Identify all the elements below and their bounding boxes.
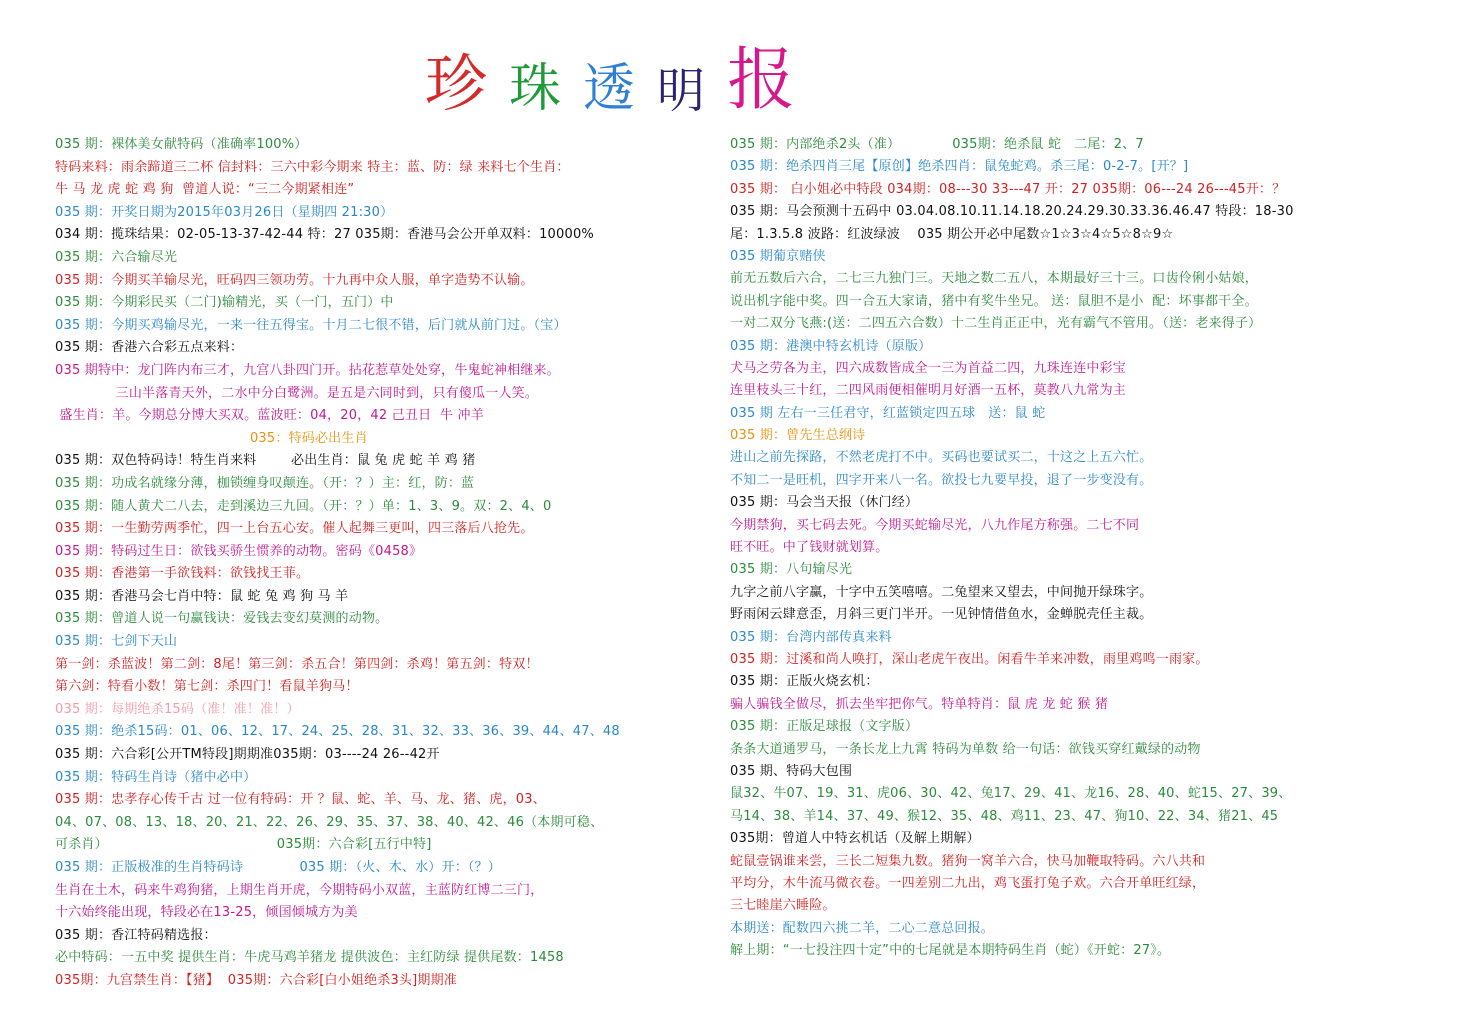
text-line: 条条大道通罗马，一条长龙上九霄 特码为单数 给一句话：欲钱买穿红戴绿的动物 xyxy=(730,741,1201,757)
text-line: 035 期：台湾内部传真来料 xyxy=(730,629,892,645)
text-line: 进山之前先探路，不然老虎打不中。买码也要试买二，十这之上五六忙。 xyxy=(730,450,1153,466)
text-line: 035 期：香港马会七肖中特：鼠 蛇 兔 鸡 狗 马 羊 xyxy=(55,588,349,604)
text-line: 三七睦崖六睡险。 xyxy=(730,898,836,914)
text-line: 035 期：七剑下天山 xyxy=(55,634,178,650)
text-line: 035 期：港澳中特玄机诗（原版） xyxy=(730,338,932,354)
text-line: 035 期：特码生肖诗（猪中必中） xyxy=(55,769,257,785)
text-line: 连里枝头三十红，二四风雨便相催明月好酒一五杯，莫教八九常为主 xyxy=(730,383,1127,399)
text-line: 034 期：揽珠结果：02-05-13-37-42-44 特：27 035期：香港马会公开单双料：10000% xyxy=(55,227,594,243)
text-line: 尾：1.3.5.8 波路：红波绿波 035 期公开必中尾数☆1☆3☆4☆5☆8☆9☆ xyxy=(730,226,1174,242)
title-char: 珠 xyxy=(509,59,562,119)
text-line: 盛生肖：羊。今期总分博大买双。蓝波旺：04，20，42 己丑日 牛 冲羊 xyxy=(55,408,484,424)
text-line: 035期：九宫禁生肖：【猪】 035期：六合彩[白小姐绝杀3头]期期准 xyxy=(55,972,458,988)
text-line: 035 期：随人黄犬二八去，走到溪边三九回。（开：？）单：1、3、9。双：2、4、0 xyxy=(55,498,552,514)
right-column xyxy=(730,134,1420,962)
text-line: 035 期：正版足球报（文字版） xyxy=(730,719,919,735)
text-line: 第一剑：杀蓝波！第二剑：8尾！第三剑：杀五合！第四剑：杀鸡！第五剑：特双！ xyxy=(55,656,539,672)
text-line: 035 期：开奖日期为2015年03月26日（星期四 21:30） xyxy=(55,204,394,220)
text-line: 特码来料：雨余蹄道三二杯 信封料：三六中彩今期来 特主：蓝、防：绿 来料七个生肖： xyxy=(55,159,570,175)
text-line: 035 期：六合输尽光 xyxy=(55,249,178,265)
text-line: 说出机字能中奖。四一合五大家请，猪中有奖牛坐兄。 送：鼠胆不是小 配：坏事都干全。 xyxy=(730,293,1258,309)
text-line: 骗人骗钱全做尽，抓去坐牢把你气。特单特肖：鼠 虎 龙 蛇 猴 猪 xyxy=(730,696,1109,712)
text-line: 035 期：香港第一手欲钱料：欲钱找王菲。 xyxy=(55,566,310,582)
text-line: 035 期：今期买鸡输尽光，一来一往五得宝。十月二七很不错，后门就从前门过。（宝） xyxy=(55,317,567,333)
text-line: 牛 马 龙 虎 蛇 鸡 狗 曾道人说：“三二今期紧相连” xyxy=(55,182,355,198)
text-line: 035 期：绝杀四肖三尾【原创】绝杀四肖：鼠兔蛇鸡。杀三尾：0-2-7。[开？] xyxy=(730,159,1189,175)
text-line: 035 期：正版极准的生肖特码诗 035 期：（火、木、水）开：（？） xyxy=(55,860,502,875)
text-line: 一对二双分飞燕:(送：二四五六合数）十二生肖正正中，光有霸气不管用。（送：老来得子） xyxy=(730,316,1262,332)
text-line: 035 期：绝杀15码：01、06、12、17、24、25、28、31、32、33、36、39、44、47、48 xyxy=(55,724,620,740)
text-line: 今期禁狗，买七码去死。今期买蛇输尽光，八九作尾方称强。二七不同 xyxy=(730,517,1140,533)
text-line: 三山半落青天外，二水中分白鹭洲。是五是六同时到，只有傻瓜一人笑。 xyxy=(55,385,539,401)
title-char: 透 xyxy=(583,59,636,119)
text-line: 旺不旺。中了钱财就划算。 xyxy=(730,540,889,556)
title-char: 报 xyxy=(727,41,796,120)
text-line: 035 期： 白小姐必中特段 034期：08---30 33---47 开：27 035期：06---24 26---45开：？ xyxy=(730,181,1286,197)
text-line: 野雨闲云肆意歪，月斜三更门半开。一见钟情借鱼水，金蝉脱壳任主裁。 xyxy=(730,607,1153,623)
text-line: 035 期特中：龙门阵内布三才，九宫八卦四门开。拈花惹草处处穿，牛鬼蛇神相继来。 xyxy=(55,362,560,378)
text-line: 035 期：马会预测十五码中 03.04.08.10.11.14.18.20.24.29.30.33.36.46.47 特段：18-30 xyxy=(730,204,1294,220)
text-line: 前无五数后六合，二七三九独门三。天地之数二五八，本期最好三十三。口齿伶俐小姑娘， xyxy=(730,271,1259,287)
text-line: 035 期：内部绝杀2头（准） 035期：绝杀鼠 蛇 二尾：2、7 xyxy=(730,137,1144,152)
text-line: 035 期：曾先生总纲诗 xyxy=(730,428,866,444)
text-line: 十六始终能出现，特段必在13-25，倾国倾城方为美 xyxy=(55,905,358,921)
text-line: 035 期：每期绝杀15码（准！准！准！） xyxy=(55,701,300,717)
text-line: 035 期：正版火烧玄机： xyxy=(730,674,879,690)
text-line: 生肖在土木，码来牛鸡狗猪，上期生肖开虎，今期特码小双蓝，主蓝防红博二三门， xyxy=(55,882,544,898)
text-line: 035 期：一生勤劳两季忙，四一上台五心安。催人起舞三更叫，四三落后八抢先。 xyxy=(55,521,534,537)
text-line: 第六剑：特看小数！第七剑：杀四门！看鼠羊狗马！ xyxy=(55,679,359,695)
text-line: 035 期：双色特码诗！特生肖来料 必出生肖：鼠 兔 虎 蛇 羊 鸡 猪 xyxy=(55,453,476,469)
text-line: 035：特码必出生肖 xyxy=(55,430,368,446)
text-line: 035 期：曾道人说一句赢钱诀：爱钱去变幻莫测的动物。 xyxy=(55,611,389,627)
text-line: 035 期葡京赌侠 xyxy=(730,248,826,264)
text-line: 035 期：六合彩[公开TM特段]期期准035期：03----24 26--42开 xyxy=(55,747,440,763)
text-line: 035 期：今期彩民买（二门)输精光，买（一门，五门）中 xyxy=(55,295,394,311)
text-line: 蛇鼠壹锅谁来尝，三长二短集九数。猪狗一窝羊六合，快马加鞭取特码。六八共和 xyxy=(730,853,1206,869)
text-line: 035 期：功成名就缘分薄，枷锁缠身叹颠连。（开：？）主：红，防：蓝 xyxy=(55,475,475,491)
text-line: 035 期 左右一三任君守，红蓝锁定四五球 送：鼠 蛇 xyxy=(730,405,1046,421)
text-line: 平均分，木牛流马微衣卷。一四差别二九出，鸡飞蛋打兔子欢。六合开单旺红绿， xyxy=(730,875,1206,891)
text-line: 035 期：特码过生日：欲钱买骄生惯养的动物。密码《0458》 xyxy=(55,543,423,559)
title-char: 明 xyxy=(657,63,706,119)
text-line: 犬马之劳各为主，四六成数皆成全一三为首益二四，九珠连连中彩宝 xyxy=(730,360,1127,376)
text-line: 035 期：过溪和尚人唤打，深山老虎午夜出。闲看牛羊来冲数，雨里鸡鸣一雨家。 xyxy=(730,651,1209,667)
text-line: 九字之前八字赢，十字中五笑嘻嘻。二兔望来又望去，中间抛开绿珠字。 xyxy=(730,584,1153,600)
text-line: 035 期：今期买羊输尽光，旺码四三领功劳。十九再中众人服，单字造势不认输。 xyxy=(55,272,534,288)
text-line: 035 期：香港六合彩五点来料： xyxy=(55,340,244,356)
text-line: 035 期：八句输尽光 xyxy=(730,562,853,578)
text-line: 本期送：配数四六挑二羊，二心二意总回报。 xyxy=(730,920,995,936)
text-line: 04、07、08、13、18、20、21、22、26、29、35、37、38、40、42、46（本期可稳、 xyxy=(55,814,604,830)
page-title xyxy=(425,35,796,120)
text-line: 解上期：“一七投注四十定”中的七尾就是本期特码生肖（蛇）《开蛇：27》。 xyxy=(730,943,1171,959)
text-line: 可杀肖） 035期：六合彩[五行中特] xyxy=(55,837,432,853)
text-line: 马14、38、羊14、37、49、猴12、35、48、鸡11、23、47、狗10、22、34、猪21、45 xyxy=(730,808,1279,824)
text-line: 不知二一是旺机，四字开来八一名。欲投七九要早投，退了一步变没有。 xyxy=(730,472,1153,488)
text-line: 035 期、特码大包围 xyxy=(730,763,853,779)
text-line: 035 期：香江特码精选报： xyxy=(55,927,217,943)
title-char: 珍 xyxy=(425,47,488,120)
text-line: 035 期：马会当天报（休门经） xyxy=(730,495,919,511)
text-line: 035 期：忠孝存心传千古 过一位有特码：开 ？鼠、蛇、羊、马、龙、猪、虎，03、 xyxy=(55,792,546,808)
left-column xyxy=(55,134,705,993)
text-line: 鼠32、牛07、19、31、虎06、30、42、兔17、29、41、龙16、28、40、蛇15、27、39、 xyxy=(730,786,1292,802)
text-line: 必中特码：一五中奖 提供生肖：牛虎马鸡羊猪龙 提供波色：主红防绿 提供尾数：1458 xyxy=(55,950,564,966)
text-line: 035期：曾道人中特玄机话（及解上期解） xyxy=(730,831,980,847)
text-line: 035 期：裸体美女献特码（准确率100%） xyxy=(55,137,308,152)
